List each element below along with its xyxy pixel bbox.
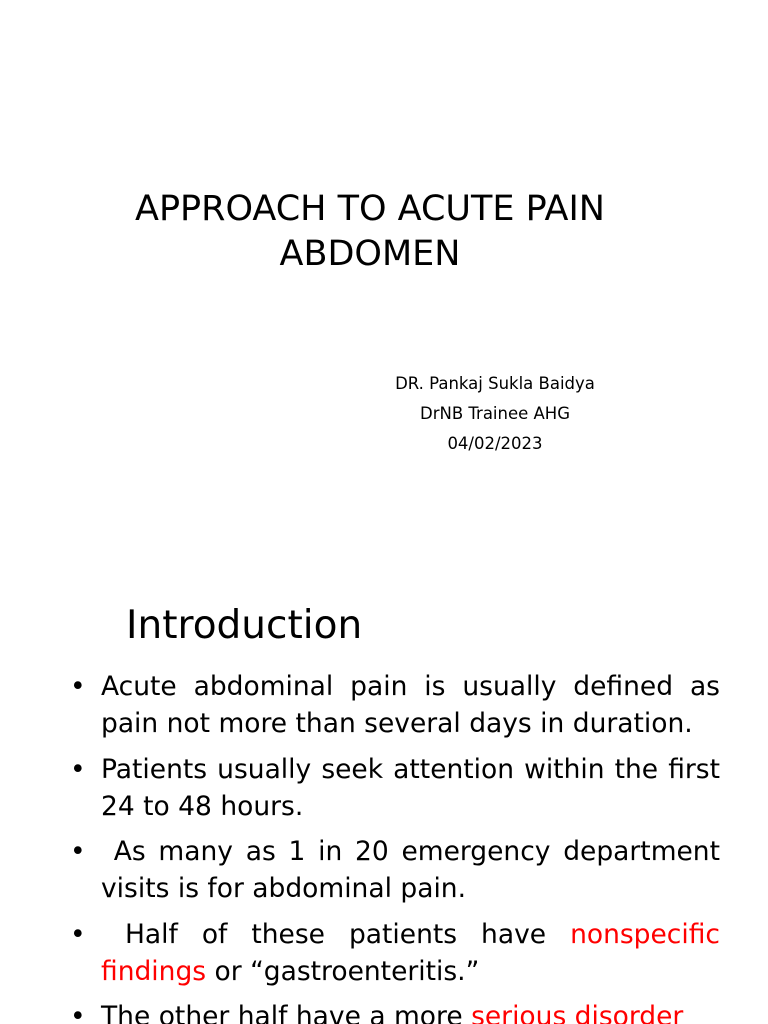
bullet-text: As many as 1 in 20 emergency department visits is for abdominal pain. (101, 836, 729, 904)
slide-subtitle (320, 369, 670, 459)
bullet-text-start: Half of these patients have (101, 918, 571, 950)
bullet-text-start: The other half have a more (101, 1001, 472, 1024)
bullet-icon: • (70, 753, 86, 785)
bullet-text: Patients usually seek attention within the first 24 to 48 hours. (101, 753, 720, 822)
author-name: DR. Pankaj Sukla Baidya (395, 374, 595, 393)
bullet-list (70, 668, 729, 1024)
bullet-item (70, 916, 729, 990)
slide-title (60, 187, 680, 277)
bullet-icon: • (70, 1001, 86, 1024)
presentation-date: 04/02/2023 (447, 434, 543, 453)
slide-heading: Introduction (126, 603, 363, 648)
bullet-icon: • (70, 671, 86, 702)
bullet-icon: • (70, 836, 86, 867)
bullet-icon: • (70, 918, 86, 950)
title-line-1: APPROACH TO ACUTE PAIN (135, 189, 605, 230)
bullet-item (70, 751, 720, 825)
bullet-item (70, 833, 729, 907)
bullet-text (101, 919, 728, 987)
bullet-item (70, 668, 720, 742)
highlighted-text: serious disorder (471, 1001, 684, 1024)
bullet-text-end: or “gastroenteritis.” (206, 955, 480, 987)
bullet-text: Acute abdominal pain is usually defined as pain not more than several days in duration. (101, 671, 720, 739)
introduction-slide (0, 576, 768, 1024)
bullet-item (70, 998, 720, 1024)
title-line-2: ABDOMEN (279, 234, 461, 275)
highlighted-text: nonspecific findings (101, 918, 729, 987)
author-role: DrNB Trainee AHG (419, 404, 570, 423)
bullet-text (101, 1001, 683, 1024)
